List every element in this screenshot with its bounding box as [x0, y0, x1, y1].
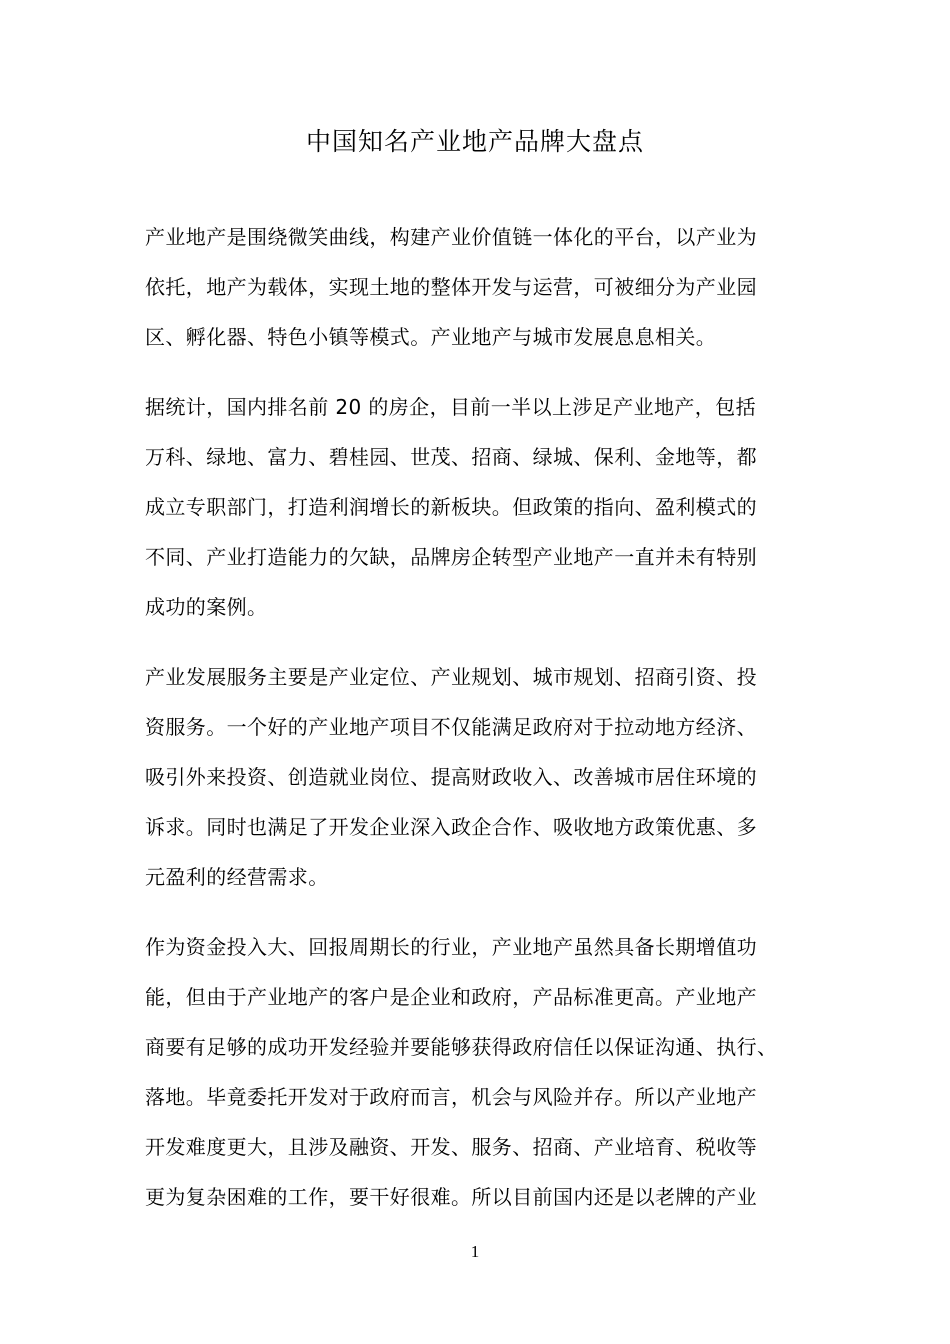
document-body [145, 212, 825, 1242]
paragraph-3 [145, 652, 825, 902]
text-line: 不同、产业打造能力的欠缺，品牌房企转型产业地产一直并未有特别 [145, 545, 757, 569]
text-line: 资服务。一个好的产业地产项目不仅能满足政府对于拉动地方经济、 [145, 715, 757, 739]
text-line: 商要有足够的成功开发经验并要能够获得政府信任以保证沟通、执行、 [145, 1035, 778, 1059]
paragraph-1 [145, 212, 825, 362]
text-line: 更为复杂困难的工作，要干好很难。所以目前国内还是以老牌的产业 [145, 1185, 757, 1209]
text-line: 区、孵化器、特色小镇等模式。产业地产与城市发展息息相关。 [145, 325, 717, 349]
paragraph-2 [145, 382, 825, 632]
text-line: 开发难度更大，且涉及融资、开发、服务、招商、产业培育、税收等 [145, 1135, 757, 1159]
text-line: 诉求。同时也满足了开发企业深入政企合作、吸收地方政策优惠、多 [145, 815, 757, 839]
text-line: 能，但由于产业地产的客户是企业和政府，产品标准更高。产业地产 [145, 985, 757, 1009]
paragraph-4 [145, 922, 825, 1222]
text-line: 产业地产是围绕微笑曲线，构建产业价值链一体化的平台，以产业为 [145, 225, 757, 249]
text-line: 据统计，国内排名前 20 的房企，目前一半以上涉足产业地产，包括 [145, 395, 756, 419]
page-number: 1 [470, 1242, 480, 1261]
text-line: 成立专职部门，打造利润增长的新板块。但政策的指向、盈利模式的 [145, 495, 757, 519]
text-line: 落地。毕竟委托开发对于政府而言，机会与风险并存。所以产业地产 [145, 1085, 757, 1109]
text-line: 吸引外来投资、创造就业岗位、提高财政收入、改善城市居住环境的 [145, 765, 757, 789]
document-title: 中国知名产业地产品牌大盘点 [305, 127, 644, 156]
text-line: 产业发展服务主要是产业定位、产业规划、城市规划、招商引资、投 [145, 665, 757, 689]
text-line: 作为资金投入大、回报周期长的行业，产业地产虽然具备长期增值功 [145, 935, 757, 959]
text-line: 元盈利的经营需求。 [145, 865, 329, 889]
text-line: 万科、绿地、富力、碧桂园、世茂、招商、绿城、保利、金地等，都 [145, 445, 757, 469]
text-line: 依托，地产为载体，实现土地的整体开发与运营，可被细分为产业园 [145, 275, 757, 299]
text-line: 成功的案例。 [145, 595, 268, 619]
